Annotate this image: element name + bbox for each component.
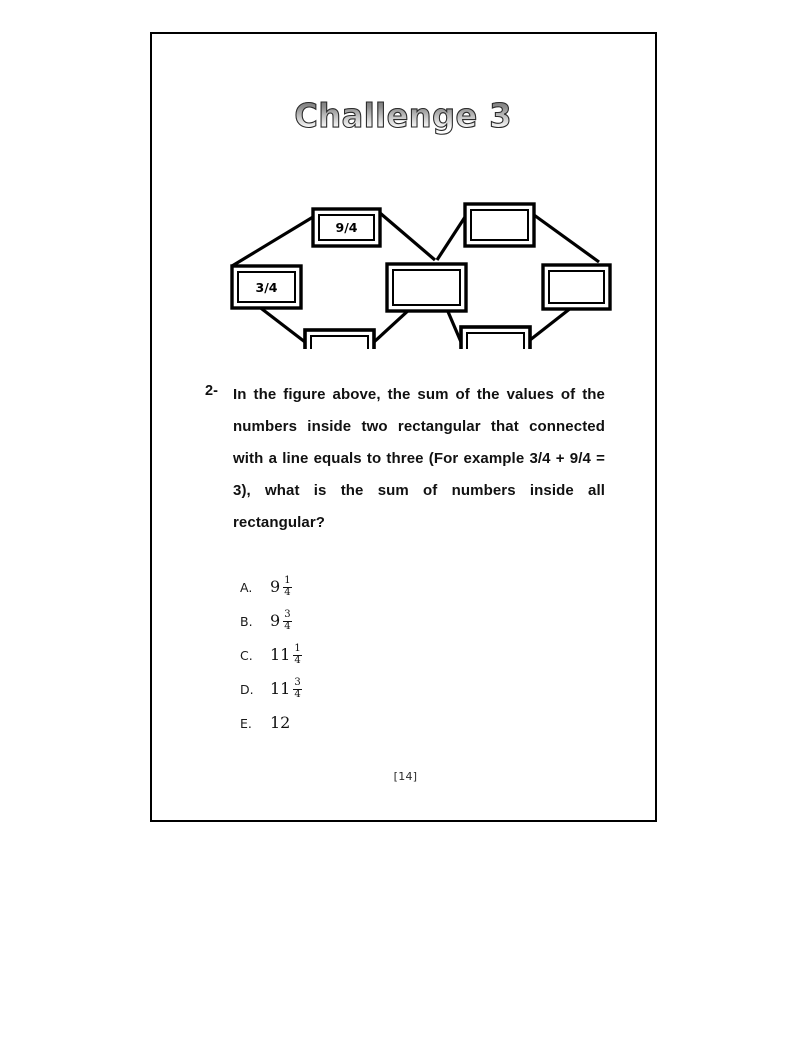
option-d-numerator: 3	[294, 677, 301, 689]
page-title: Challenge 3	[294, 96, 513, 135]
option-c-numerator: 1	[294, 643, 301, 655]
option-b-fraction	[283, 610, 291, 632]
option-c-whole: 11	[270, 645, 291, 664]
option-a-denominator: 4	[284, 586, 291, 598]
box-right	[543, 265, 610, 309]
option-e-value	[270, 715, 292, 731]
option-e-letter: E.	[240, 715, 252, 731]
option-c-fraction	[293, 644, 301, 666]
option-c[interactable]	[240, 638, 500, 672]
connector-left-to-topleft	[232, 217, 313, 266]
option-a-letter: A.	[240, 579, 253, 595]
option-d-fraction	[293, 678, 301, 700]
answer-options-list	[240, 570, 500, 740]
option-d-denominator: 4	[294, 688, 301, 700]
option-b[interactable]	[240, 604, 500, 638]
page-title-container	[152, 96, 655, 146]
option-b-numerator: 3	[284, 609, 291, 621]
page-number: [14]	[393, 770, 418, 783]
option-d-letter: D.	[240, 681, 254, 697]
option-a[interactable]	[240, 570, 500, 604]
option-b-whole: 9	[270, 611, 281, 630]
option-c-value	[270, 644, 302, 666]
diagram-boxes	[232, 204, 610, 349]
option-b-denominator: 4	[284, 620, 291, 632]
question-text: In the figure above, the sum of the values of the numbers inside two rectangular that connected with a line equals to three (For example 3/4 + 9/4 = 3), what is the sum of numbers inside all rectangular?	[233, 386, 605, 531]
box-top-left	[313, 209, 380, 246]
question-number: 2-	[205, 383, 218, 399]
option-d[interactable]	[240, 672, 500, 706]
option-b-value	[270, 610, 292, 632]
box-left	[232, 266, 301, 308]
connector-center-to-topright	[437, 217, 465, 260]
option-c-letter: C.	[240, 647, 253, 663]
diagram-svg	[152, 164, 659, 349]
box-center	[387, 264, 466, 311]
option-a-numerator: 1	[284, 575, 291, 587]
option-c-denominator: 4	[294, 654, 301, 666]
box-top-left-label: 9/4	[335, 220, 358, 235]
box-top-right	[465, 204, 534, 246]
option-d-whole: 11	[270, 679, 291, 698]
box-left-label: 3/4	[255, 280, 278, 295]
option-a-value	[270, 576, 292, 598]
option-a-whole: 9	[270, 577, 281, 596]
page-frame	[150, 32, 657, 822]
connector-topright-to-right	[534, 215, 599, 262]
option-e-whole: 12	[270, 713, 291, 732]
option-a-fraction	[283, 576, 291, 598]
option-e[interactable]	[240, 706, 500, 740]
rectangle-network-diagram	[152, 164, 659, 349]
option-b-letter: B.	[240, 613, 253, 629]
connector-topleft-to-center	[380, 213, 435, 260]
question-block	[205, 379, 605, 539]
box-bottom-right	[461, 327, 530, 349]
box-bottom-left	[305, 330, 374, 349]
option-d-value	[270, 678, 302, 700]
